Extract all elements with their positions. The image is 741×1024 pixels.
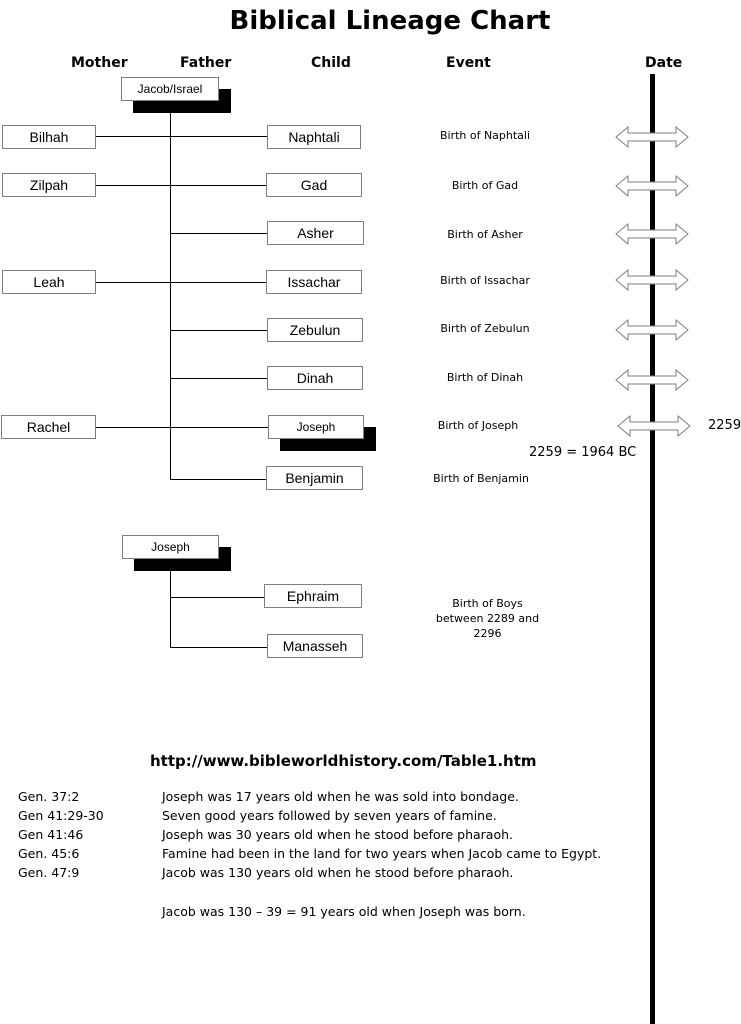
conclusion-text: Jacob was 130 – 39 = 91 years old when Joseph was born. bbox=[162, 904, 526, 919]
child-box-issachar: Issachar bbox=[266, 270, 362, 294]
header-event: Event bbox=[446, 55, 491, 71]
child-box-dinah: Dinah bbox=[267, 366, 363, 390]
mother-box-bilhah: Bilhah bbox=[2, 125, 96, 149]
branch-manasseh bbox=[170, 647, 267, 648]
header-father: Father bbox=[180, 55, 232, 71]
double-arrow-icon bbox=[615, 368, 689, 392]
source-link[interactable]: http://www.bibleworldhistory.com/Table1.htm bbox=[150, 752, 537, 770]
double-arrow-icon bbox=[615, 174, 689, 198]
child-box-zebulun: Zebulun bbox=[267, 318, 363, 342]
jacob-trunk-line bbox=[170, 100, 171, 480]
patriarch-box: Jacob/Israel bbox=[121, 77, 219, 101]
second-father-box: Joseph bbox=[122, 535, 219, 559]
header-child: Child bbox=[311, 55, 351, 71]
event-boys bbox=[415, 596, 560, 641]
branch-benjamin bbox=[170, 479, 266, 480]
branch-zebulun bbox=[170, 330, 267, 331]
event-naphtali: Birth of Naphtali bbox=[439, 129, 531, 142]
double-arrow-icon bbox=[615, 125, 689, 149]
reference-text: Jacob was 130 years old when he stood before pharaoh. bbox=[162, 865, 514, 880]
reference-ref: Gen 41:46 bbox=[18, 827, 84, 842]
mother-box-leah: Leah bbox=[2, 270, 96, 294]
child-box-joseph: Joseph bbox=[268, 415, 364, 439]
event-boys-line-3: 2296 bbox=[473, 627, 502, 640]
child-box-gad: Gad bbox=[266, 173, 362, 197]
reference-ref: Gen. 37:2 bbox=[18, 789, 80, 804]
event-gad: Birth of Gad bbox=[451, 179, 519, 192]
event-dinah: Birth of Dinah bbox=[446, 371, 524, 384]
double-arrow-icon bbox=[615, 268, 689, 292]
header-date: Date bbox=[645, 55, 683, 71]
child-box-manasseh: Manasseh bbox=[267, 634, 363, 658]
child-box-naphtali: Naphtali bbox=[267, 125, 361, 149]
double-arrow-icon bbox=[617, 414, 691, 438]
event-joseph: Birth of Joseph bbox=[437, 419, 519, 432]
mother-box-zilpah: Zilpah bbox=[2, 173, 96, 197]
child-box-ephraim: Ephraim bbox=[264, 584, 362, 608]
line-bilhah-naphtali bbox=[96, 136, 267, 137]
joseph-date: 2259 bbox=[708, 418, 741, 433]
event-boys-line-2: between 2289 and bbox=[435, 612, 540, 625]
header-mother: Mother bbox=[71, 55, 128, 71]
timeline-bar bbox=[650, 74, 655, 1024]
line-zilpah-gad bbox=[96, 185, 266, 186]
mother-box-rachel: Rachel bbox=[1, 415, 96, 439]
line-leah-issachar bbox=[96, 282, 266, 283]
event-issachar: Birth of Issachar bbox=[440, 274, 530, 287]
joseph-trunk-line bbox=[170, 558, 171, 648]
child-box-benjamin: Benjamin bbox=[266, 466, 363, 490]
event-zebulun: Birth of Zebulun bbox=[440, 322, 530, 335]
joseph-date-note: 2259 = 1964 BC bbox=[529, 445, 637, 460]
page-title: Biblical Lineage Chart bbox=[229, 6, 551, 36]
child-box-asher: Asher bbox=[267, 221, 364, 245]
branch-dinah bbox=[170, 378, 267, 379]
reference-text: Famine had been in the land for two years when Jacob came to Egypt. bbox=[162, 846, 602, 861]
double-arrow-icon bbox=[615, 318, 689, 342]
branch-asher bbox=[170, 233, 267, 234]
line-rachel-joseph bbox=[96, 427, 268, 428]
event-boys-line-1: Birth of Boys bbox=[452, 597, 523, 610]
reference-text: Seven good years followed by seven years of famine. bbox=[162, 808, 497, 823]
reference-ref: Gen. 47:9 bbox=[18, 865, 80, 880]
reference-ref: Gen 41:29-30 bbox=[18, 808, 104, 823]
double-arrow-icon bbox=[615, 222, 689, 246]
branch-ephraim bbox=[170, 597, 264, 598]
reference-text: Joseph was 30 years old when he stood before pharaoh. bbox=[162, 827, 514, 842]
reference-text: Joseph was 17 years old when he was sold into bondage. bbox=[162, 789, 519, 804]
event-asher: Birth of Asher bbox=[447, 228, 523, 241]
reference-ref: Gen. 45:6 bbox=[18, 846, 80, 861]
event-benjamin: Birth of Benjamin bbox=[433, 472, 529, 485]
